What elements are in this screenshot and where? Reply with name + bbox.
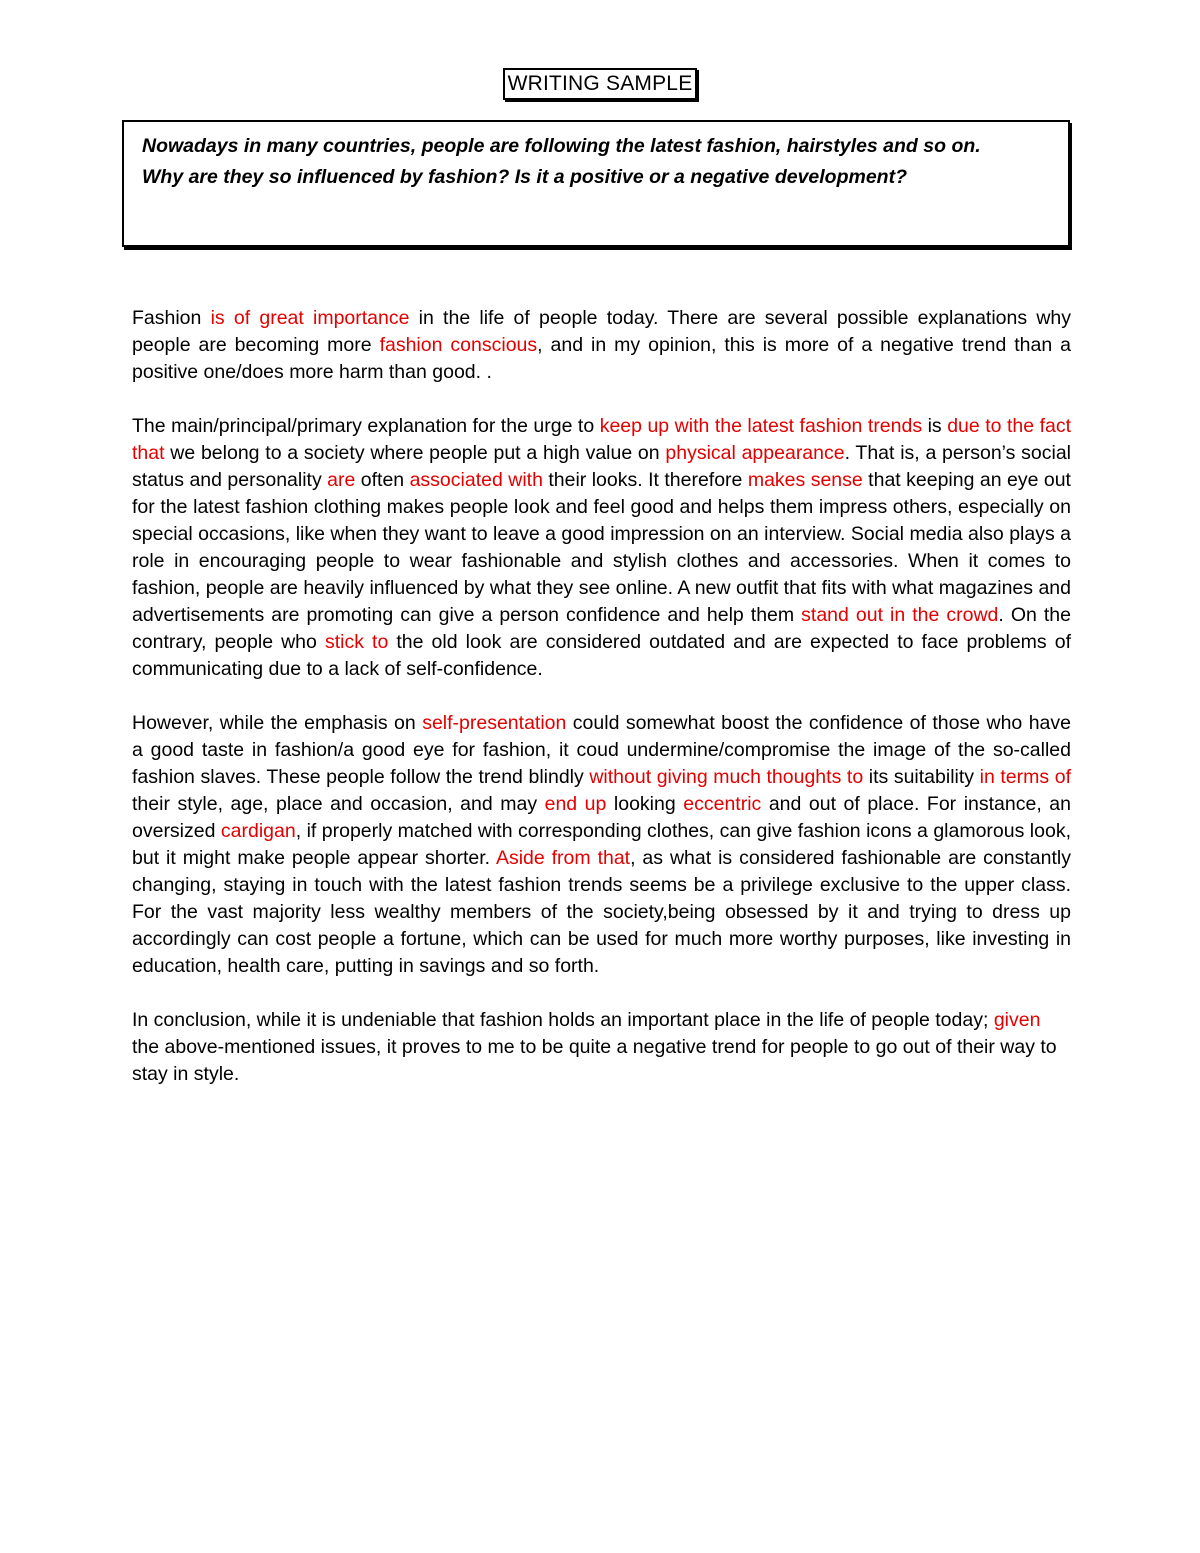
essay-text: looking: [606, 793, 684, 815]
highlighted-phrase: self-presentation: [422, 712, 567, 734]
essay-text: the above-mentioned issues, it proves to me to be quite a negative trend for people to go out of their way to stay in style.: [132, 1036, 1057, 1085]
essay-text: often: [355, 469, 410, 491]
essay-text: the old look are considered outdated and are expected to face problems of communicating due to a lack of self-confidence.: [132, 631, 1072, 680]
highlighted-phrase: end up: [544, 793, 607, 815]
essay-paragraph-body-2: [132, 710, 1071, 980]
essay-text: could somewhat boost the confidence of those who have a good taste in fashion/a good eye for fashion, it coud undermine/compromise the image of the so-called fashion slaves. These people follow the trend blindly: [132, 712, 1071, 788]
highlighted-phrase: is of great importance: [210, 307, 410, 329]
essay-text: The main/principal/primary explanation for the urge to: [132, 415, 600, 437]
highlighted-phrase: associated with: [409, 469, 543, 491]
prompt-line-2: Why are they so influenced by fashion? Is it a positive or a negative development?: [142, 166, 908, 188]
essay-text: their style, age, place and occasion, and may: [132, 793, 545, 815]
essay-text: in the life of people today. There are several possible explanations why people are becoming more: [132, 307, 1071, 356]
highlighted-phrase: keep up with the latest fashion trends: [599, 415, 923, 437]
essay-text: is: [922, 415, 948, 437]
essay-text: , and in my opinion, this is more of a negative trend than a positive one/does more harm than good. .: [132, 334, 1072, 383]
title-container: [0, 68, 1200, 100]
essay-text: , if properly matched with corresponding clothes, can give fashion icons a glamorous look, but it might make people appear shorter.: [132, 820, 1072, 869]
highlighted-phrase: fashion conscious: [379, 334, 538, 356]
essay-text: that keeping an eye out for the latest fashion clothing makes people look and feel good and helps them impress others, especially on special occasions, like when they want to leave a good impression on an interview. Social media also plays a role in encouraging people to wear fashionable and stylish clothes and accessories. When it comes to fashion, people are heavily influenced by what they see online. A new outfit that fits with what magazines and advertisements are promoting can give a person confidence and help them: [132, 469, 1071, 626]
essay-text: and out of place. For instance, an oversized: [132, 793, 1071, 842]
essay-text: . On the contrary, people who: [132, 604, 1071, 653]
essay-paragraph-introduction: [132, 305, 1071, 386]
essay-paragraph-conclusion: [132, 1007, 1071, 1088]
essay-text: . That is, a person’s social status and personality: [132, 442, 1072, 491]
essay-body: [132, 305, 1071, 1115]
highlighted-phrase: without giving much thoughts to: [589, 766, 864, 788]
essay-text: , as what is considered fashionable are constantly changing, staying in touch with the latest fashion trends seems be a privilege exclusive to the upper class. For the vast majority less wealthy members of the society,being obsessed by it and trying to dress up accordingly can cost people a fortune, which can be used for much more worthy purposes, like investing in education, health care, putting in savings and so forth.: [132, 847, 1071, 977]
highlighted-phrase: given: [993, 1009, 1041, 1031]
prompt-line-1: Nowadays in many countries, people are following the latest fashion, hairstyles and so on.: [142, 135, 981, 157]
highlighted-phrase: due to the fact that: [132, 415, 1072, 464]
page-title: WRITING SAMPLE: [503, 68, 698, 100]
highlighted-phrase: in terms of: [979, 766, 1071, 788]
highlighted-phrase: are: [327, 469, 356, 491]
essay-text: their looks. It therefore: [542, 469, 748, 491]
highlighted-phrase: cardigan: [220, 820, 296, 842]
essay-paragraph-body-1: [132, 413, 1071, 683]
essay-text: However, while the emphasis on: [132, 712, 423, 734]
essay-text: In conclusion, while it is undeniable that fashion holds an important place in the life of people today;: [132, 1009, 994, 1031]
highlighted-phrase: makes sense: [747, 469, 863, 491]
essay-text: we belong to a society where people put a high value on: [164, 442, 666, 464]
highlighted-phrase: stand out in the crowd: [801, 604, 999, 626]
highlighted-phrase: stick to: [324, 631, 389, 653]
highlighted-phrase: Aside from that: [495, 847, 631, 869]
essay-text: Fashion: [132, 307, 211, 329]
essay-text: its suitability: [863, 766, 980, 788]
essay-prompt-box: [122, 120, 1070, 247]
highlighted-phrase: physical appearance: [665, 442, 845, 464]
highlighted-phrase: eccentric: [683, 793, 762, 815]
